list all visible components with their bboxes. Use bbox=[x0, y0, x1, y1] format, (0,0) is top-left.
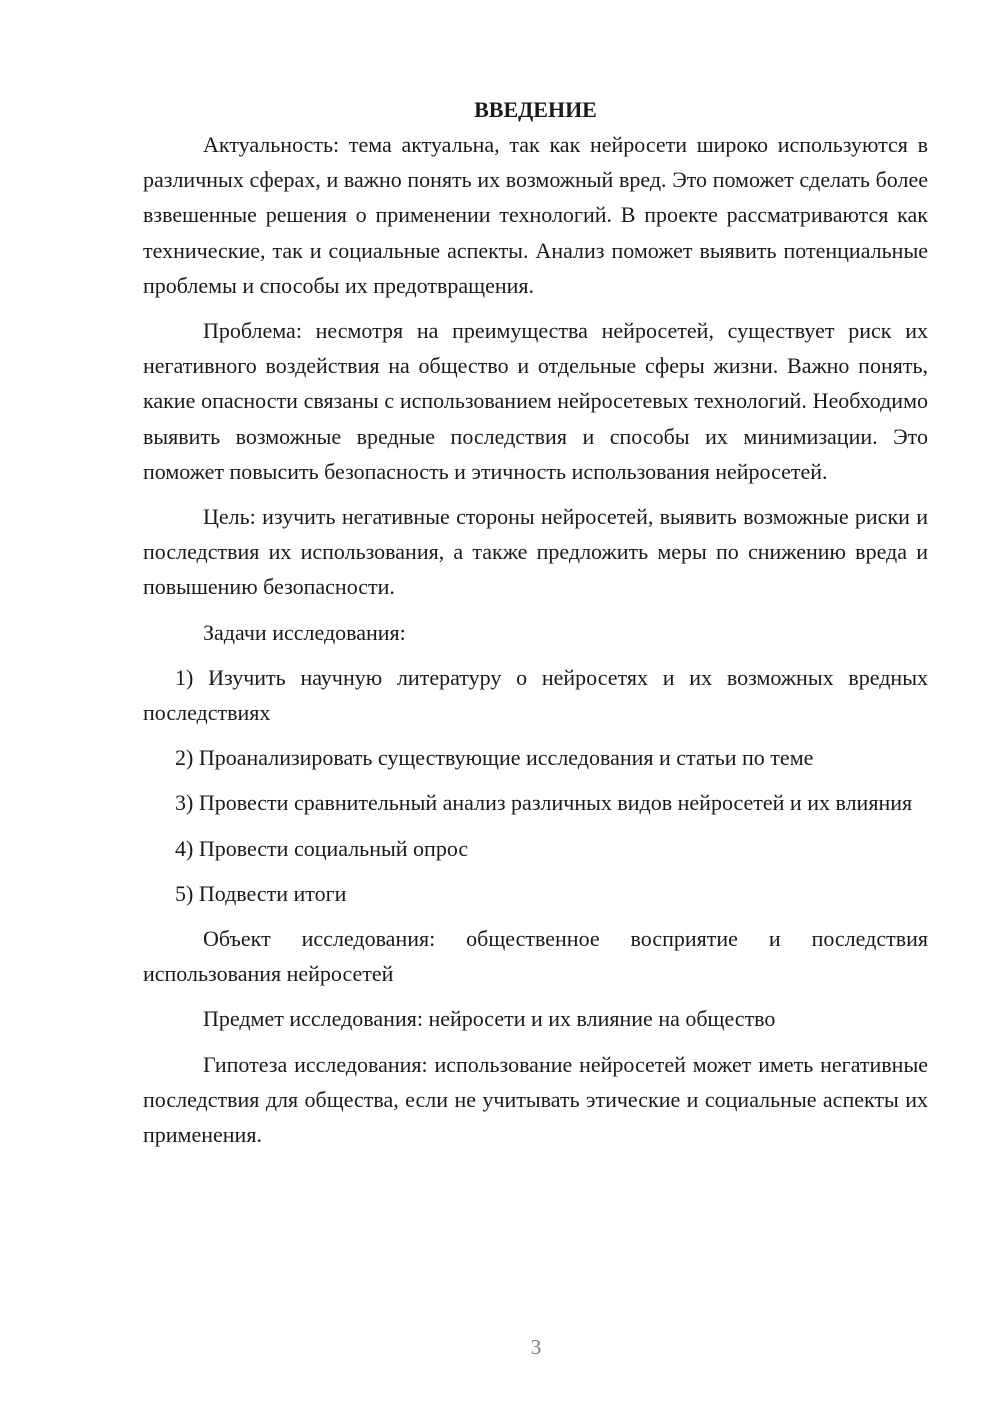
list-item: 3) Провести сравнительный анализ различных видов нейросетей и их влияния bbox=[175, 790, 913, 816]
section-heading: ВВЕДЕНИЕ bbox=[474, 97, 597, 122]
list-item: 5) Подвести итоги bbox=[175, 880, 347, 906]
list-item: 4) Провести социальный опрос bbox=[175, 835, 469, 861]
tasks-list bbox=[143, 660, 928, 911]
goal-paragraph: Цель: изучить негативные стороны нейросетей, выявить возможные риски и последствия их использования, а также предложить меры по снижению вреда и повышению безопасности. bbox=[143, 504, 928, 600]
page-number: 3 bbox=[530, 1335, 542, 1359]
problem-paragraph: Проблема: несмотря на преимущества нейросетей, существует риск их негативного воздействия на общество и отдельные сферы жизни. Важно понять, какие опасности связаны с использованием нейросетевых технологий. Необходимо выявить возможные вредные последствия и способы их минимизации. Это поможет повысить безопасность и этичность использования нейросетей. bbox=[143, 318, 928, 484]
document-page bbox=[143, 92, 928, 1162]
hypothesis-paragraph: Гипотеза исследования: использование нейросетей может иметь негативные последствия для общества, если не учитывать этические и социальные аспекты их применения. bbox=[143, 1051, 928, 1148]
relevance-paragraph: Актуальность: тема актуальна, так как нейросети широко используются в различных сферах, и важно понять их возможный вред. Это поможет сделать более взвешенные решения о применении технологий. В проекте рассматриваются как технические, так и социальные аспекты. Анализ поможет выявить потенциальные проблемы и способы их предотвращения. bbox=[143, 132, 928, 298]
tasks-title: Задачи исследования: bbox=[203, 619, 406, 645]
subject-paragraph: Предмет исследования: нейросети и их влияние на общество bbox=[203, 1006, 776, 1032]
object-paragraph: Объект исследования: общественное восприятие и последствия использования нейросетей bbox=[143, 926, 928, 987]
list-item: 2) Проанализировать существующие исследования и статьи по теме bbox=[175, 745, 814, 771]
list-item: 1) Изучить научную литературу о нейросетях и их возможных вредных последствиях bbox=[143, 664, 928, 726]
